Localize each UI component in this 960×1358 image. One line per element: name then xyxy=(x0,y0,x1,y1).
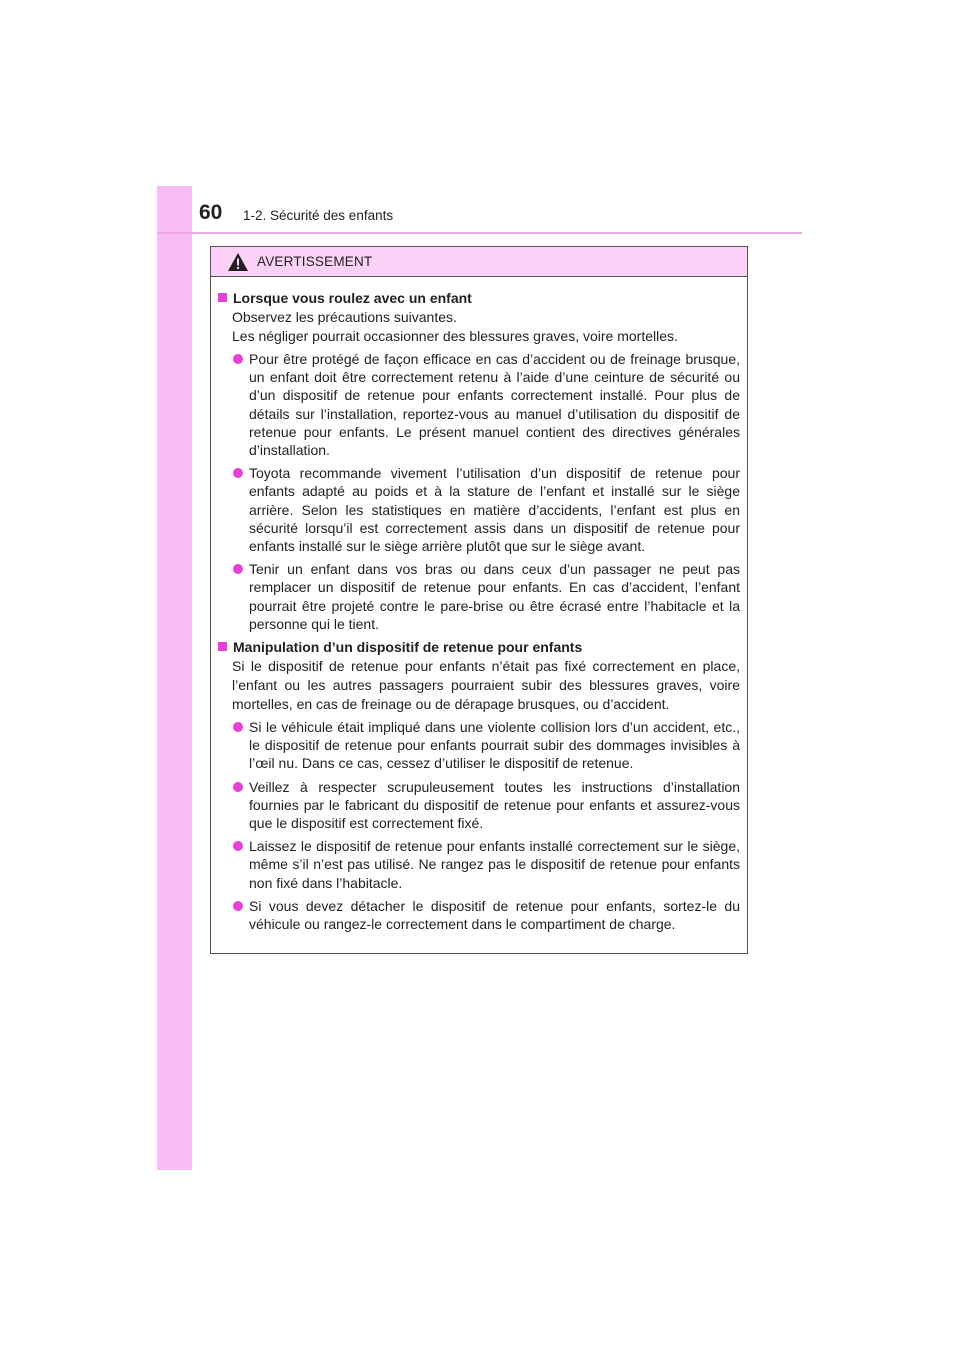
section-heading xyxy=(218,638,740,657)
header-rule xyxy=(157,232,802,234)
circle-bullet-icon xyxy=(233,782,243,792)
section-intro xyxy=(232,657,740,714)
circle-bullet-icon xyxy=(233,354,243,364)
warning-box xyxy=(210,246,748,954)
section-title: 1-2. Sécurité des enfants xyxy=(243,208,394,223)
list-item xyxy=(218,837,740,892)
warning-body xyxy=(211,277,747,933)
section-heading-text: Manipulation d’un dispositif de retenue pour enfants xyxy=(233,639,583,656)
section-heading-text: Lorsque vous roulez avec un enfant xyxy=(233,290,472,306)
bullet-list xyxy=(218,718,740,933)
warning-section-child-restraint-handling xyxy=(218,638,740,933)
circle-bullet-icon xyxy=(233,901,243,911)
warning-triangle-icon xyxy=(227,252,249,272)
bullet-list xyxy=(218,350,740,633)
intro-line: Si le dispositif de retenue pour enfants n’était pas fixé correctement en place, l’enfant ou les autres passagers pourraient subir des blessures graves, voire mortelles, en cas de freinage ou de dérapage brusques, ou d’accident. xyxy=(232,658,740,713)
section-heading xyxy=(218,289,740,308)
warning-header xyxy=(211,247,747,277)
warning-label: AVERTISSEMENT xyxy=(257,254,373,269)
bullet-text: Si le véhicule était impliqué dans une violente collision lors d’un accident, etc., le dispositif de retenue pour enfants pourrait subir des dommages invisibles à l’œil nu. Dans ce cas, cessez d’utiliser le dispositif de retenue. xyxy=(249,719,740,772)
list-item xyxy=(218,464,740,555)
warning-section-driving-with-child xyxy=(218,289,740,633)
square-bullet-icon xyxy=(218,293,227,302)
circle-bullet-icon xyxy=(233,468,243,478)
page-number: 60 xyxy=(199,201,223,224)
bullet-text: Toyota recommande vivement l’utilisation d’un dispositif de retenue pour enfants adapté au poids et à la stature de l’enfant et installé sur le siège arrière. Selon les statistiques en matière d’accidents, l’enfant est plus en sécurité lorsqu’il est correctement assis dans un dispositif de retenue pour enfants installé sur le siège arrière plutôt que sur le siège avant. xyxy=(249,465,740,555)
bullet-text: Si vous devez détacher le dispositif de retenue pour enfants, sortez-le du véhicule ou rangez-le correctement dans le compartiment de charge. xyxy=(249,897,740,933)
bullet-text: Tenir un enfant dans vos bras ou dans ceux d’un passager ne peut pas remplacer un dispositif de retenue pour enfants. En cas d’accident, l’enfant pourrait être projeté contre le pare-brise ou être écrasé entre l’habitacle et la personne qui le tient. xyxy=(249,561,740,632)
intro-line: Observez les précautions suivantes. xyxy=(232,309,457,325)
list-item xyxy=(218,897,740,933)
intro-line: Les négliger pourrait occasionner des blessures graves, voire mortelles. xyxy=(232,328,678,344)
bullet-text: Pour être protégé de façon efficace en cas d’accident ou de freinage brusque, un enfant doit être correctement retenu à l’aide d’une ceinture de sécurité ou d’un dispositif de retenue pour enfants correctement installé. Pour plus de détails sur l’installation, reportez-vous au manuel d’utilisation du dispositif de retenue pour enfants. Le présent manuel contient des directives générales d’installation. xyxy=(249,351,740,459)
side-tab-band xyxy=(157,186,192,1170)
circle-bullet-icon xyxy=(233,564,243,574)
bullet-text: Laissez le dispositif de retenue pour enfants installé correctement sur le siège, même s’il n’est pas utilisé. Ne rangez pas le dispositif de retenue pour enfants non fixé dans l’habitacle. xyxy=(249,838,740,891)
square-bullet-icon xyxy=(218,642,227,651)
bullet-text: Veillez à respecter scrupuleusement toutes les instructions d’installation fournies par le fabricant du dispositif de retenue pour enfants et assurez-vous que le dispositif est correctement fixé. xyxy=(249,778,740,832)
section-intro xyxy=(232,308,740,346)
list-item xyxy=(218,560,740,633)
list-item xyxy=(218,778,740,833)
list-item xyxy=(218,718,740,773)
circle-bullet-icon xyxy=(233,722,243,732)
circle-bullet-icon xyxy=(233,841,243,851)
list-item xyxy=(218,350,740,459)
